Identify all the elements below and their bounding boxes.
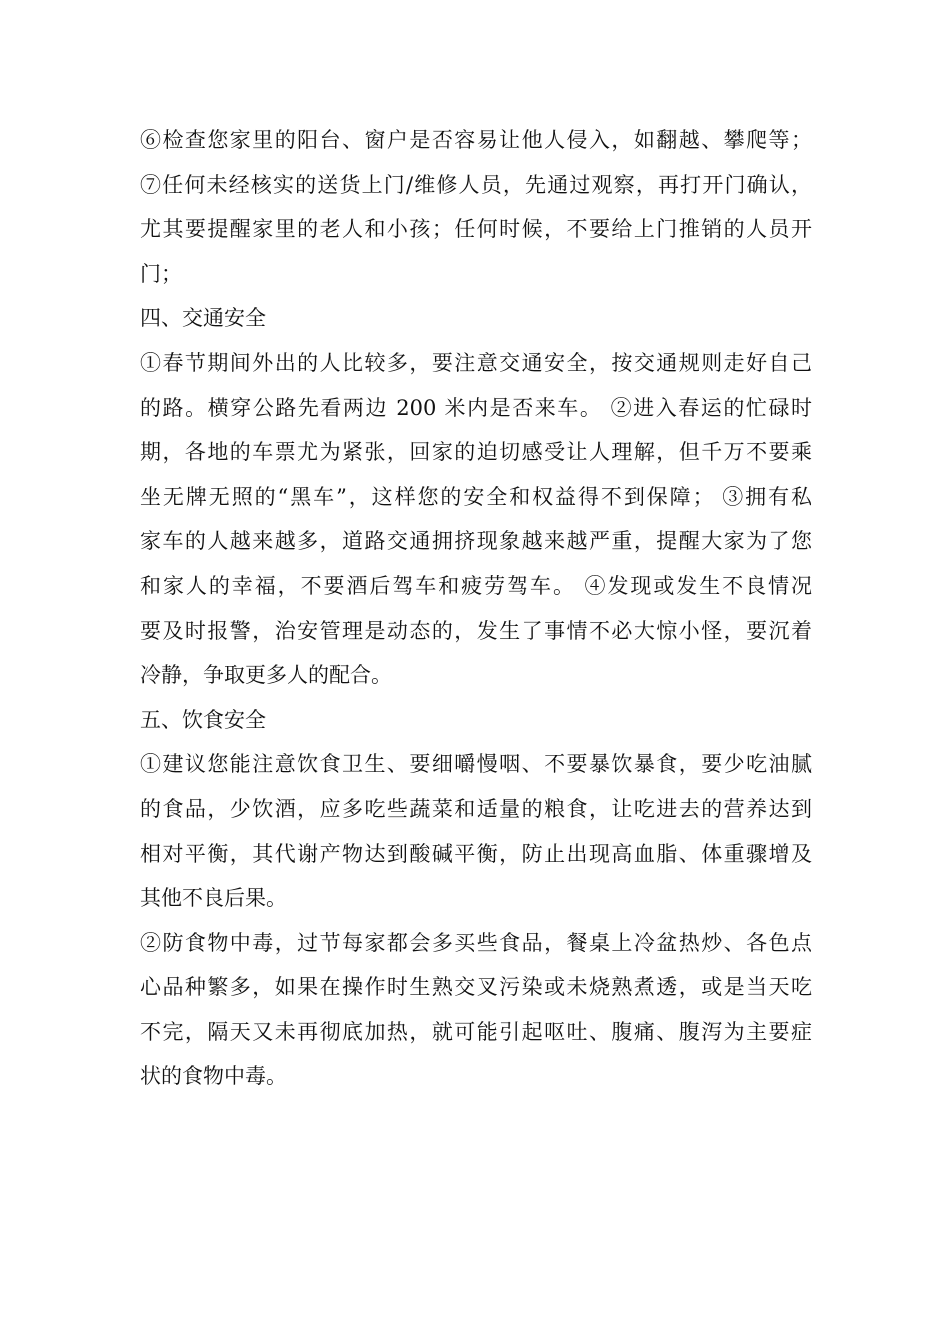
text-line: ②防食物中毒，过节每家都会多买些食品，餐桌上冷盆热炒、各色点 bbox=[140, 930, 812, 955]
text-line: 要及时报警，治安管理是动态的，发生了事情不必大惊小怪，要沉着 bbox=[140, 618, 812, 643]
text-line: 冷静，争取更多人的配合。 bbox=[140, 663, 392, 688]
section-heading: 五、饮食安全 bbox=[140, 707, 266, 732]
text-line: ⑥检查您家里的阳台、窗户是否容易让他人侵入，如翻越、攀爬等； bbox=[140, 128, 812, 152]
text-line: 状的食物中毒。 bbox=[140, 1064, 287, 1089]
text-line: ①春节期间外出的人比较多，要注意交通安全，按交通规则走好自己 bbox=[140, 350, 812, 375]
text-line: ①建议您能注意饮食卫生、要细嚼慢咽、不要暴饮暴食，要少吃油腻 bbox=[140, 752, 812, 777]
text-line: 坐无牌无照的“黑车”，这样您的安全和权益得不到保障； ③拥有私 bbox=[140, 484, 812, 509]
text-line: 心品种繁多，如果在操作时生熟交叉污染或未烧熟煮透，或是当天吃 bbox=[140, 975, 812, 1000]
text-line: 不完，隔天又未再彻底加热，就可能引起呕吐、腹痛、腹泻为主要症 bbox=[140, 1019, 812, 1044]
text-line: 其他不良后果。 bbox=[140, 886, 287, 911]
text-line: 家车的人越来越多，道路交通拥挤现象越来越严重，提醒大家为了您 bbox=[140, 529, 812, 554]
text-line: 期，各地的车票尤为紧张，回家的迫切感受让人理解，但千万不要乘 bbox=[140, 440, 812, 465]
text-line: 尤其要提醒家里的老人和小孩；任何时候，不要给上门推销的人员开 bbox=[140, 217, 812, 242]
text-line: ⑦任何未经核实的送货上门/维修人员，先通过观察，再打开门确认， bbox=[140, 172, 812, 197]
text-line: 的食品，少饮酒，应多吃些蔬菜和适量的粮食，让吃进去的营养达到 bbox=[140, 796, 812, 821]
text-line: 门； bbox=[140, 261, 182, 286]
document-body bbox=[140, 118, 812, 1099]
text-line: 的路。横穿公路先看两边 200 米内是否来车。 ②进入春运的忙碌时 bbox=[140, 395, 812, 420]
text-line: 相对平衡，其代谢产物达到酸碱平衡，防止出现高血脂、体重骤增及 bbox=[140, 841, 812, 866]
text-line: 和家人的幸福，不要酒后驾车和疲劳驾车。 ④发现或发生不良情况 bbox=[140, 573, 812, 598]
section-heading: 四、交通安全 bbox=[140, 306, 266, 331]
